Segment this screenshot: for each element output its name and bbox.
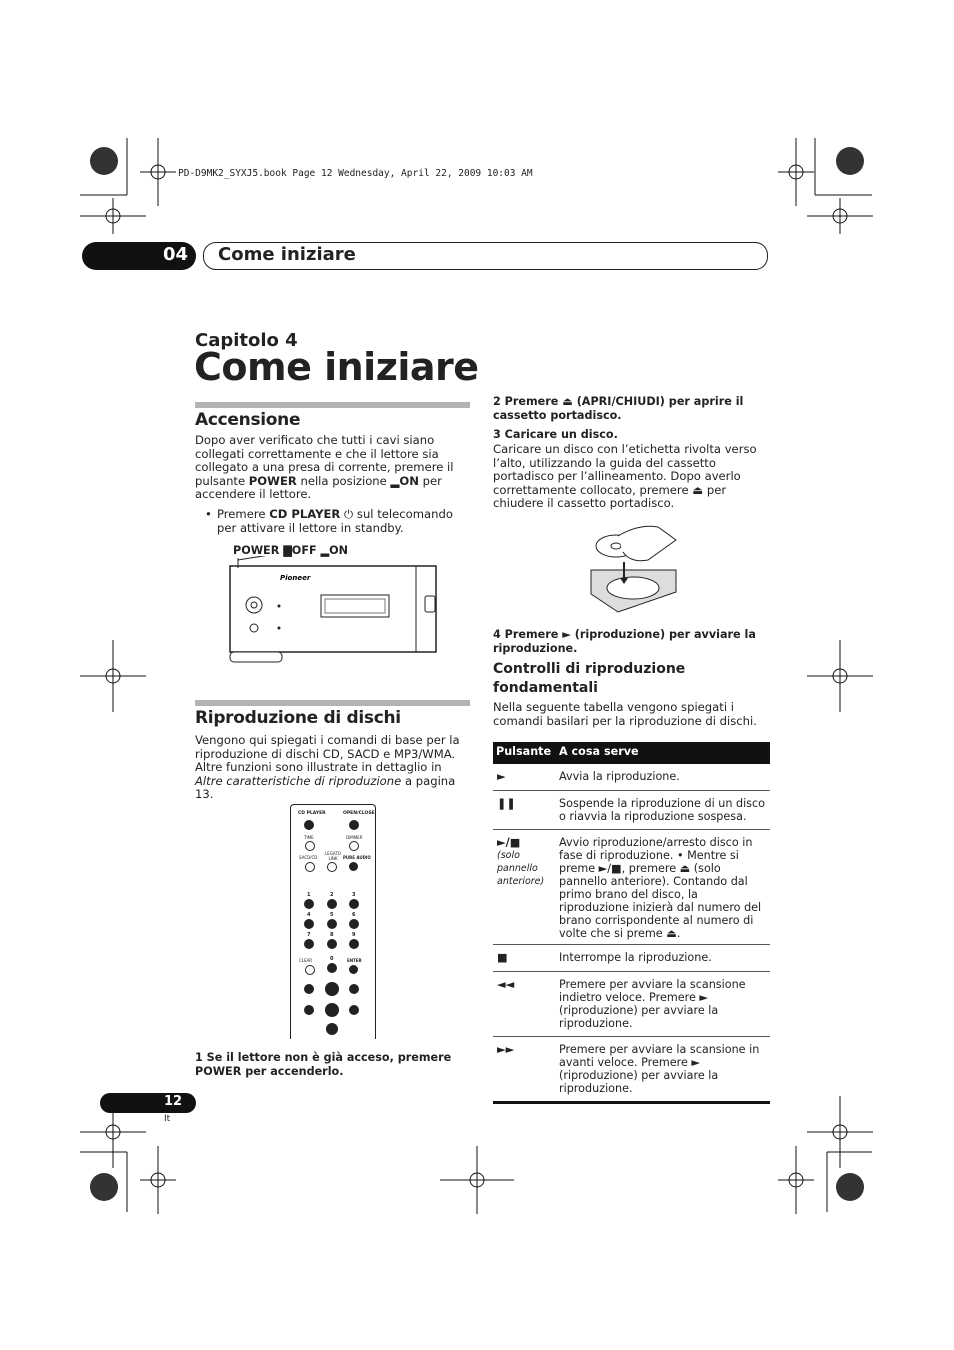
- controls-table: [493, 742, 770, 1104]
- remote-label-pure-audio: PURE AUDIO: [343, 855, 371, 860]
- remote-digit-button: [327, 919, 337, 929]
- remote-digit-button: [349, 919, 359, 929]
- table-row: [493, 764, 770, 791]
- play-icon: ►: [497, 770, 506, 783]
- remote-digit-label: 2: [330, 892, 334, 898]
- remote-digit-button: [327, 899, 337, 909]
- play-stop-icon: ►/■: [497, 836, 521, 849]
- remote-digit-label: 0: [330, 956, 334, 962]
- page-number: 12: [164, 1094, 183, 1109]
- table-header-pulsante: Pulsante: [496, 745, 552, 758]
- front-panel-illustration: [228, 556, 440, 672]
- step-3-title: 3 Caricare un disco.: [493, 428, 618, 441]
- row-note: (solo pannello anteriore): [497, 850, 545, 887]
- remote-sacd-button: [305, 862, 315, 872]
- remote-pure-audio-button: [349, 862, 358, 871]
- stop-icon: ■: [497, 951, 508, 964]
- chapter-label: Capitolo 4: [195, 330, 298, 351]
- remote-digit-label: 3: [352, 892, 356, 898]
- play-stop-cell: [497, 836, 555, 888]
- remote-digit-button: [304, 919, 314, 929]
- row-description: Avvio riproduzione/arresto disco in fase di riproduzione. • Mentre si preme ►/■, premere ⏏ (solo pannello anteriore). Contando dal primo brano del disco, la riproduzione inizierà dal numero del brano corrispondente al numero di volte che si preme ⏏.: [559, 836, 762, 940]
- table-row: [493, 830, 770, 945]
- book-info-line: PD-D9MK2_SYXJ5.book Page 12 Wednesday, April 22, 2009 10:03 AM: [178, 168, 533, 179]
- remote-digit-label: 7: [307, 932, 311, 938]
- language-code: It: [164, 1114, 171, 1124]
- power-caption: POWER ▇OFF ▂ON: [233, 544, 348, 557]
- remote-digit-label: 9: [352, 932, 356, 938]
- section-divider: [195, 700, 470, 706]
- bullet-dot: •: [205, 507, 212, 521]
- table-row: [493, 972, 770, 1037]
- step-4: 4 Premere ► (riproduzione) per avviare la riproduzione.: [493, 628, 756, 655]
- row-description: Premere per avviare la scansione in avanti veloce. Premere ► (riproduzione) per avviare la riproduzione.: [559, 1043, 760, 1095]
- remote-clear-button: [305, 965, 315, 975]
- section-divider: [195, 402, 470, 408]
- remote-digit-button: [327, 939, 337, 949]
- step-3-body: Caricare un disco con l’etichetta rivolta verso l’alto, utilizzando la guida del cassetto portadisco per l’allineamento. Dopo averlo correttamente collocato, premere ⏏ per chiudere il cassetto portadisco.: [493, 442, 757, 510]
- table-row: [493, 945, 770, 972]
- chapter-number: 04: [163, 244, 189, 265]
- remote-label-sacd: SACD/CD: [299, 855, 318, 860]
- row-description: Avvia la riproduzione.: [559, 770, 680, 783]
- remote-digit-button: [304, 939, 314, 949]
- remote-power-button: [304, 820, 314, 830]
- remote-label-time: TIME: [304, 835, 314, 840]
- remote-digit-label: 8: [330, 932, 334, 938]
- remote-control-illustration: [290, 804, 376, 1039]
- remote-label-open-close: OPEN/CLOSE: [343, 811, 375, 816]
- remote-digit-button: [349, 899, 359, 909]
- table-row: [493, 791, 770, 830]
- remote-dimmer-button: [349, 841, 359, 851]
- controlli-intro: Nella seguente tabella vengono spiegati i comandi basilari per la riproduzione di dischi.: [493, 700, 757, 728]
- svg-text:Pioneer: Pioneer: [280, 574, 311, 582]
- remote-eject-button: [349, 820, 359, 830]
- remote-digit-label: 1: [307, 892, 311, 898]
- riproduzione-paragraph: Vengono qui spiegati i comandi di base per la riproduzione di dischi CD, SACD e MP3/WMA. Altre funzioni sono illustrate in dettaglio in Altre caratteristiche di riproduzione a pagina 13.: [195, 733, 460, 801]
- remote-digit-label: 5: [330, 912, 334, 918]
- riproduzione-heading: Riproduzione di dischi: [195, 708, 401, 728]
- row-description: Premere per avviare la scansione indietro veloce. Premere ► (riproduzione) per avviare la riproduzione.: [559, 978, 746, 1030]
- remote-label-enter: ENTER: [347, 958, 362, 963]
- remote-digit-button: [349, 939, 359, 949]
- remote-enter-button: [349, 965, 358, 974]
- remote-legato-button: [327, 862, 337, 872]
- table-row: [493, 1037, 770, 1104]
- remote-label-clear: CLEAR: [299, 958, 313, 963]
- table-header-a-cosa-serve: A cosa serve: [559, 745, 639, 758]
- remote-label-dimmer: DIMMER: [346, 835, 363, 840]
- remote-label-legato: LEGATO LINK: [325, 851, 341, 861]
- remote-digit-label: 6: [352, 912, 356, 918]
- remote-digit-button: [327, 963, 337, 973]
- remote-digit-button: [304, 899, 314, 909]
- disc-loading-illustration: [588, 522, 678, 614]
- controlli-heading: Controlli di riproduzione fondamentali: [493, 661, 686, 696]
- remote-time-button: [305, 841, 315, 851]
- table-header: [493, 742, 770, 764]
- remote-label-cd-player: CD PLAYER: [298, 811, 326, 816]
- remote-digit-label: 4: [307, 912, 311, 918]
- step-1: 1 Se il lettore non è già acceso, premere POWER per accenderlo.: [195, 1051, 452, 1078]
- fast-forward-icon: ►►: [497, 1043, 515, 1056]
- remote-transport-buttons: [291, 979, 375, 1039]
- accensione-bullet: Premere CD PLAYER ⏻ sul telecomando per attivare il lettore in standby.: [217, 507, 453, 535]
- page-title: Come iniziare: [194, 345, 479, 389]
- pause-icon: ❚❚: [497, 797, 516, 810]
- accensione-heading: Accensione: [195, 410, 301, 430]
- row-description: Sospende la riproduzione di un disco o riavvia la riproduzione sospesa.: [559, 797, 766, 823]
- chapter-header-title: Come iniziare: [218, 244, 356, 265]
- rewind-icon: ◄◄: [497, 978, 515, 991]
- step-2: 2 Premere ⏏ (APRI/CHIUDI) per aprire il cassetto portadisco.: [493, 395, 744, 422]
- accensione-paragraph: Dopo aver verificato che tutti i cavi siano collegati correttamente e che il lettore sia collegato a una presa di corrente, premere il pulsante POWER nella posizione ▂ON per accendere il lettore.: [195, 433, 454, 501]
- row-description: Interrompe la riproduzione.: [559, 951, 712, 964]
